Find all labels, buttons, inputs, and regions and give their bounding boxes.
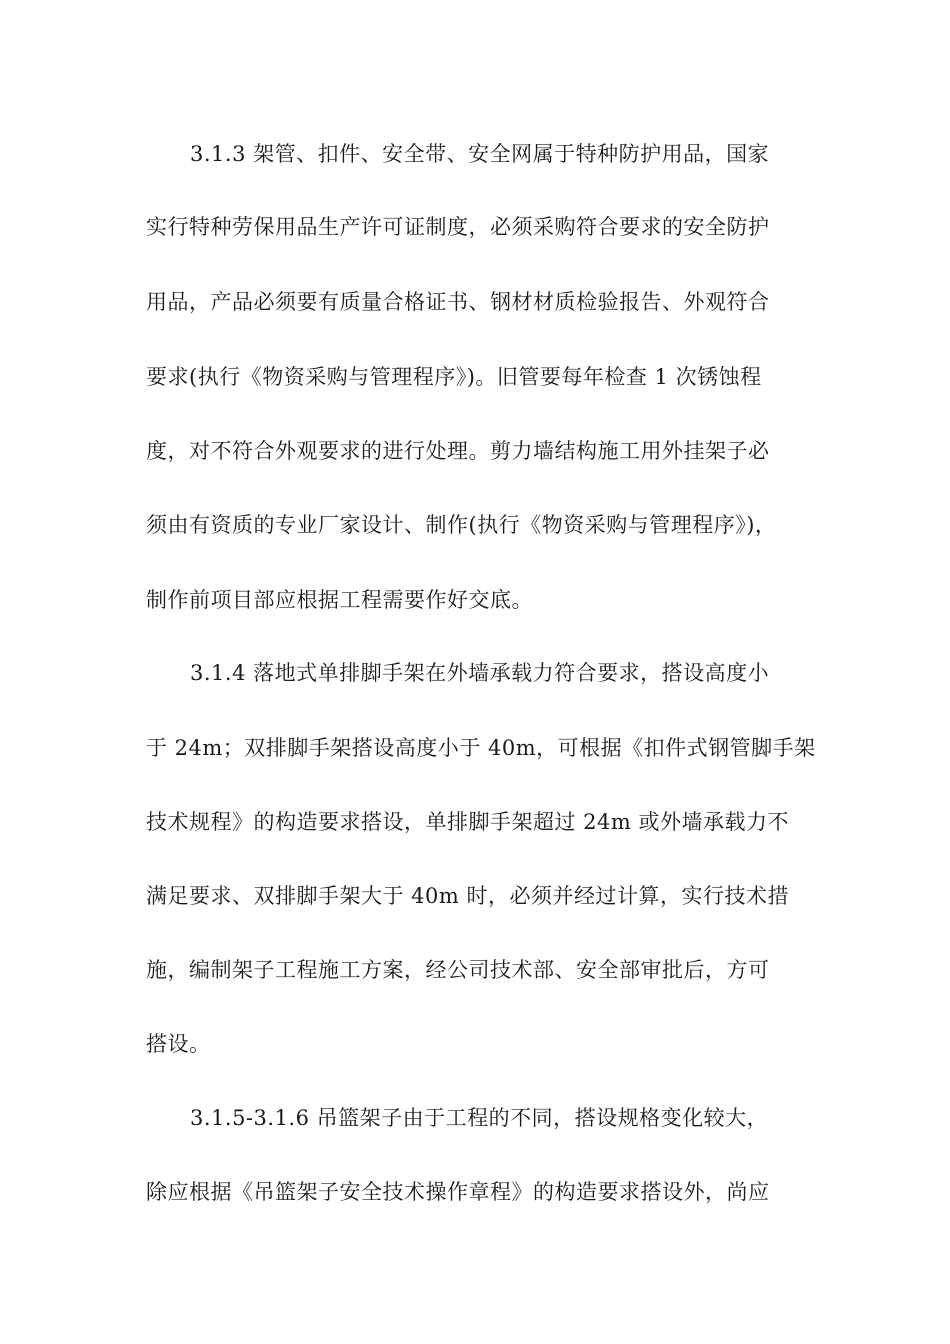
paragraph-3-1-3-line-6: 须由有资质的专业厂家设计、制作(执行《物资采购与管理程序》)， [146,513,777,537]
paragraph-3-1-4-line-4: 满足要求、双排脚手架大于 40m 时，必须并经过计算，实行技术措 [146,884,789,908]
paragraph-3-1-4-line-1: 3.1.4 落地式单排脚手架在外墙承载力符合要求，搭设高度小 [190,661,770,685]
paragraph-3-1-3-line-2: 实行特种劳保用品生产许可证制度，必须采购符合要求的安全防护 [146,215,770,239]
paragraph-3-1-3-line-4: 要求(执行《物资采购与管理程序》)。旧管要每年检查 1 次锈蚀程 [146,365,762,389]
paragraph-3-1-4-line-5: 施，编制架子工程施工方案，经公司技术部、安全部审批后，方可 [146,958,770,982]
paragraph-3-1-3-line-3: 用品，产品必须要有质量合格证书、钢材材质检验报告、外观符合 [146,290,770,314]
paragraph-3-1-3-line-1: 3.1.3 架管、扣件、安全带、安全网属于特种防护用品，国家 [190,142,770,166]
paragraph-3-1-4-line-2: 于 24m；双排脚手架搭设高度小于 40m，可根据《扣件式钢管脚手架 [146,736,816,760]
paragraph-3-1-5-line-1: 3.1.5-3.1.6 吊篮架子由于工程的不同，搭设规格变化较大， [190,1106,769,1130]
paragraph-3-1-5-line-2: 除应根据《吊篮架子安全技术操作章程》的构造要求搭设外，尚应 [146,1180,770,1204]
paragraph-3-1-4-line-3: 技术规程》的构造要求搭设，单排脚手架超过 24m 或外墙承载力不 [146,810,789,834]
paragraph-3-1-3-line-5: 度，对不符合外观要求的进行处理。剪力墙结构施工用外挂架子必 [146,439,770,463]
paragraph-3-1-3-line-7: 制作前项目部应根据工程需要作好交底。 [146,588,533,612]
paragraph-3-1-4-line-6: 搭设。 [146,1032,211,1056]
